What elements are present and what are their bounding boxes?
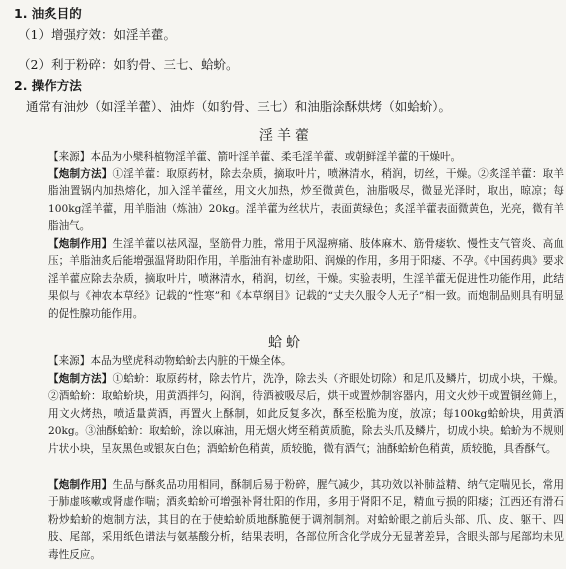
source-tag: 【来源】 bbox=[48, 151, 91, 163]
source-tag: 【来源】 bbox=[48, 355, 91, 367]
effect-tag: 【炮制作用】 bbox=[48, 238, 113, 250]
source-text: 本品为壁虎科动物蛤蚧去内脏的干燥全体。 bbox=[90, 355, 292, 367]
section-heading-method: 2. 操作方法 bbox=[14, 78, 82, 93]
section-heading-purpose: 1. 油炙目的 bbox=[14, 6, 82, 21]
monograph-title-gejie: 蛤蚧 bbox=[268, 335, 304, 351]
effect-tag: 【炮制作用】 bbox=[48, 479, 113, 491]
yinyanghuo-effect bbox=[48, 236, 564, 323]
gejie-effect bbox=[48, 477, 564, 564]
effect-text: 生淫羊藿以祛风湿，坚筋骨力胜，常用于风湿痹痛、肢体麻木、筋骨痿软、慢性支气管炎、高血压；羊脂油炙后能增强温肾助阳作用，羊脂油有补虚助阳、润燥的作用，多用于阳痿、不孕。《中国药典》要求淫羊藿应除去杂质，摘取叶片，喷淋清水，稍润，切丝，干燥。实验表明，生淫羊藿无促进性功能作用，此结果似与《神农本草经》记载的“性寒”和《本草纲目》记载的“丈夫久服令人无子”相一致。而炮制品则具有明显的促性腺功能作用。 bbox=[48, 238, 565, 320]
purpose-item-2: （2）利于粉碎：如豹骨、三七、蛤蚧。 bbox=[18, 57, 239, 72]
source-text: 本品为小檗科植物淫羊藿、箭叶淫羊藿、柔毛淫羊藿、或朝鲜淫羊藿的干燥叶。 bbox=[90, 151, 462, 163]
yinyanghuo-source bbox=[48, 149, 564, 166]
method-tag: 【炮制方法】 bbox=[48, 373, 113, 385]
yinyanghuo-method bbox=[48, 166, 564, 236]
purpose-item-1: （1）增强疗效：如淫羊藿。 bbox=[18, 27, 176, 42]
method-text: ①淫羊藿：取原药材，除去杂质，摘取叶片，喷淋清水，稍润，切丝，干燥。②炙淫羊藿：取羊脂油置锅内加热熔化，加入淫羊藿丝，用文火加热，炒至微黄色，油脂吸尽，微显光泽时，取出，晾凉；每100kg淫羊藿，用羊脂油（炼油）20kg。淫羊藿为丝状片，表面黄绿色；炙淫羊藿表面微黄色，光亮，微有羊脂油气。 bbox=[48, 168, 565, 233]
method-text: ①蛤蚧：取原药材，除去竹片，洗净，除去头（齐眼处切除）和足爪及鳞片，切成小块，干燥。②酒蛤蚧：取蛤蚧块，用黄酒拌匀，闷润，待酒被吸尽后，烘干或置炒制容器内，用文火炒干或置铜丝筛上，用文火烤热，喷适量黄酒，再置火上酥制，如此反复多次，酥至松脆为度，放凉；每100kg蛤蚧块，用黄酒20kg。③油酥蛤蚧：取蛤蚧，涂以麻油，用无烟火烤至稍黄质脆，除去头爪及鳞片，切成小块。蛤蚧为不规则片状小块，呈灰黑色或银灰白色；酒蛤蚧色稍黄，质较脆，微有酒气；油酥蛤蚧色稍黄，质较脆，具香酥气。 bbox=[48, 373, 565, 455]
effect-text: 生品与酥炙品功用相同，酥制后易于粉碎，腥气减少，其功效以补肺益精、纳气定喘见长，常用于肺虚咳嗽或肾虚作喘；酒炙蛤蚧可增强补肾壮阳的作用，多用于肾阳不足，精血亏损的阳痿；江西还有滑石粉炒蛤蚧的炮制方法，其目的在于使蛤蚧质地酥脆便于调剂制剂。对蛤蚧眼之前后头部、爪、皮、躯干、四肢、尾部，采用纸色谱法与氨基酸分析，结果表明，各部位所含化学成分无显著差异，含眼头部与尾部均未见毒性反应。 bbox=[48, 479, 565, 561]
gejie-source bbox=[48, 353, 564, 370]
method-summary: 通常有油炒（如淫羊藿）、油炸（如豹骨、三七）和油脂涂酥烘烤（如蛤蚧）。 bbox=[26, 99, 452, 114]
method-tag: 【炮制方法】 bbox=[48, 168, 113, 180]
monograph-title-yinyanghuo: 淫羊藿 bbox=[259, 128, 313, 144]
gejie-method bbox=[48, 371, 564, 458]
